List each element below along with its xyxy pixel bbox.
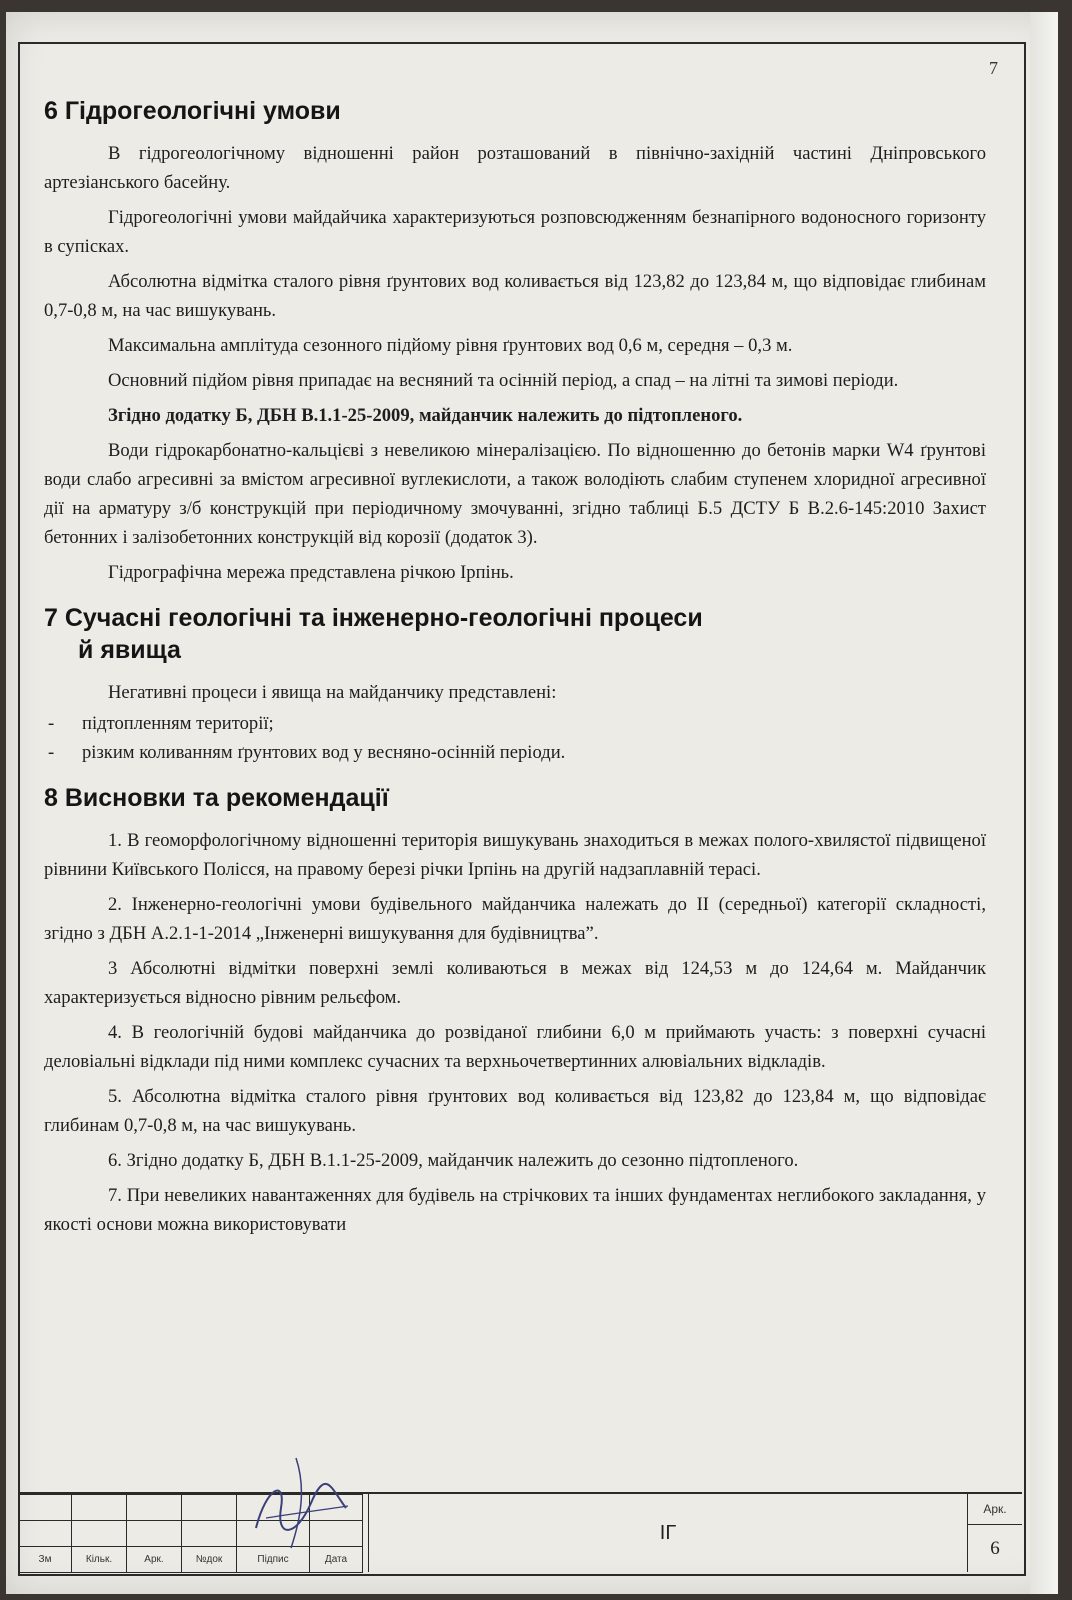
s6-bold-paragraph: Згідно додатку Б, ДБН В.1.1-25-2009, майданчик належить до підтопленого. — [108, 405, 743, 427]
title-block — [18, 1492, 1022, 1574]
s6-paragraph: Гідрографічна мережа представлена річкою Ірпінь. — [108, 562, 514, 584]
label-zm: Зм — [19, 1547, 72, 1573]
label-ndok: №док — [182, 1547, 237, 1573]
document-code: ІГ — [368, 1494, 968, 1572]
label-data: Дата — [310, 1547, 363, 1573]
document-sheet — [6, 12, 1058, 1594]
s7-list — [44, 709, 986, 767]
list-item: - підтопленням території; — [44, 709, 986, 738]
section-7-title-line1: 7 Сучасні геологічні та інженерно-геологічні процеси — [44, 604, 703, 633]
s6-paragraph: Максимальна амплітуда сезонного підйому рівня ґрунтових вод 0,6 м, середня – 0,3 м. — [108, 335, 793, 357]
list-item: - різким коливанням ґрунтових вод у весняно-осінній періоди. — [44, 738, 986, 767]
section-7-title — [44, 603, 986, 666]
s6-paragraph: Абсолютна відмітка сталого рівня ґрунтових вод коливається від 123,82 до 123,84 м, що відповідає глибинам 0,7-0,8 м, на час вишукувань. — [44, 271, 986, 322]
sheet-edge — [1030, 12, 1058, 1594]
s8-paragraph: 6. Згідно додатку Б, ДБН В.1.1-25-2009, майданчик належить до сезонно підтопленого. — [108, 1150, 799, 1171]
s8-paragraph: 4. В геологічній будові майданчика до розвіданої глибини 6,0 м приймають участь: з поверхні сучасні деловіальні відклади під ними комплекс сучасних та верхньочетвертинних алювіальних відкладів. — [44, 1022, 986, 1072]
s8-paragraph: 5. Абсолютна відмітка сталого рівня ґрунтових вод коливається від 123,82 до 123,84 м, що відповідає глибинам 0,7-0,8 м, на час вишукувань. — [44, 1086, 986, 1136]
label-ark: Арк. — [127, 1547, 182, 1573]
s7-lead: Негативні процеси і явища на майданчику представлені: — [108, 681, 557, 703]
sheet-label: Арк. — [968, 1494, 1022, 1525]
title-block-grid — [18, 1494, 363, 1573]
s6-paragraph: Води гідрокарбонатно-кальцієві з невеликою мінералізацією. По відношенню до бетонів марки W4 ґрунтові води слабо агресивні за вмістом агресивної вуглекислоти, а також володіють слабим ступенем хлоридної агресивної дії на арматуру з/б конструкцій при періодичному змочуванні, згідно таблиці Б.5 ДСТУ Б В.2.6-145:2010 Захист бетонних і залізобетонних конструкцій від корозії (додаток 3). — [44, 440, 986, 549]
top-page-number: 7 — [989, 58, 998, 78]
s8-paragraph: 2. Інженерно-геологічні умови будівельного майданчика належать до II (середньої) категорії складності, згідно з ДБН А.2.1-1-2014 „Інженерні вишукування для будівництва”. — [44, 894, 986, 944]
section-6-title: 6 Гідрогеологічні умови — [44, 97, 341, 125]
document-body — [44, 82, 986, 1245]
s8-paragraph: 1. В геоморфологічному відношенні територія вишукувань знаходиться в межах полого-хвилястої підвищеної рівнини Київського Полісся, на правому березі річки Ірпінь на другій надзаплавній терасі. — [44, 830, 986, 880]
s6-paragraph: Гідрогеологічні умови майдайчика характеризуються розповсюдженням безнапірного водоносного горизонту в супісках. — [44, 207, 986, 258]
s6-paragraph: Основний підйом рівня припадає на весняний та осінній період, а спад – на літні та зимові періоди. — [108, 370, 899, 392]
sheet-number: 6 — [990, 1538, 1000, 1559]
label-pidpys: Підпис — [237, 1547, 310, 1573]
section-7-title-line2: й явища — [78, 635, 181, 664]
label-kilk: Кільк. — [72, 1547, 127, 1573]
s8-paragraph: 3 Абсолютні відмітки поверхні землі коливаються в межах від 124,53 м до 124,64 м. Майданчик характеризується відносно рівним рельєфом. — [44, 958, 986, 1008]
s8-paragraph: 7. При невеликих навантаженнях для будівель на стрічкових та інших фундаментах неглибокого закладання, у якості основи можна використовувати — [44, 1185, 986, 1235]
s6-paragraph: В гідрогеологічному відношенні район розташований в північно-західній частині Дніпровського артезіанського басейну. — [44, 143, 986, 194]
section-8-title: 8 Висновки та рекомендації — [44, 783, 389, 812]
